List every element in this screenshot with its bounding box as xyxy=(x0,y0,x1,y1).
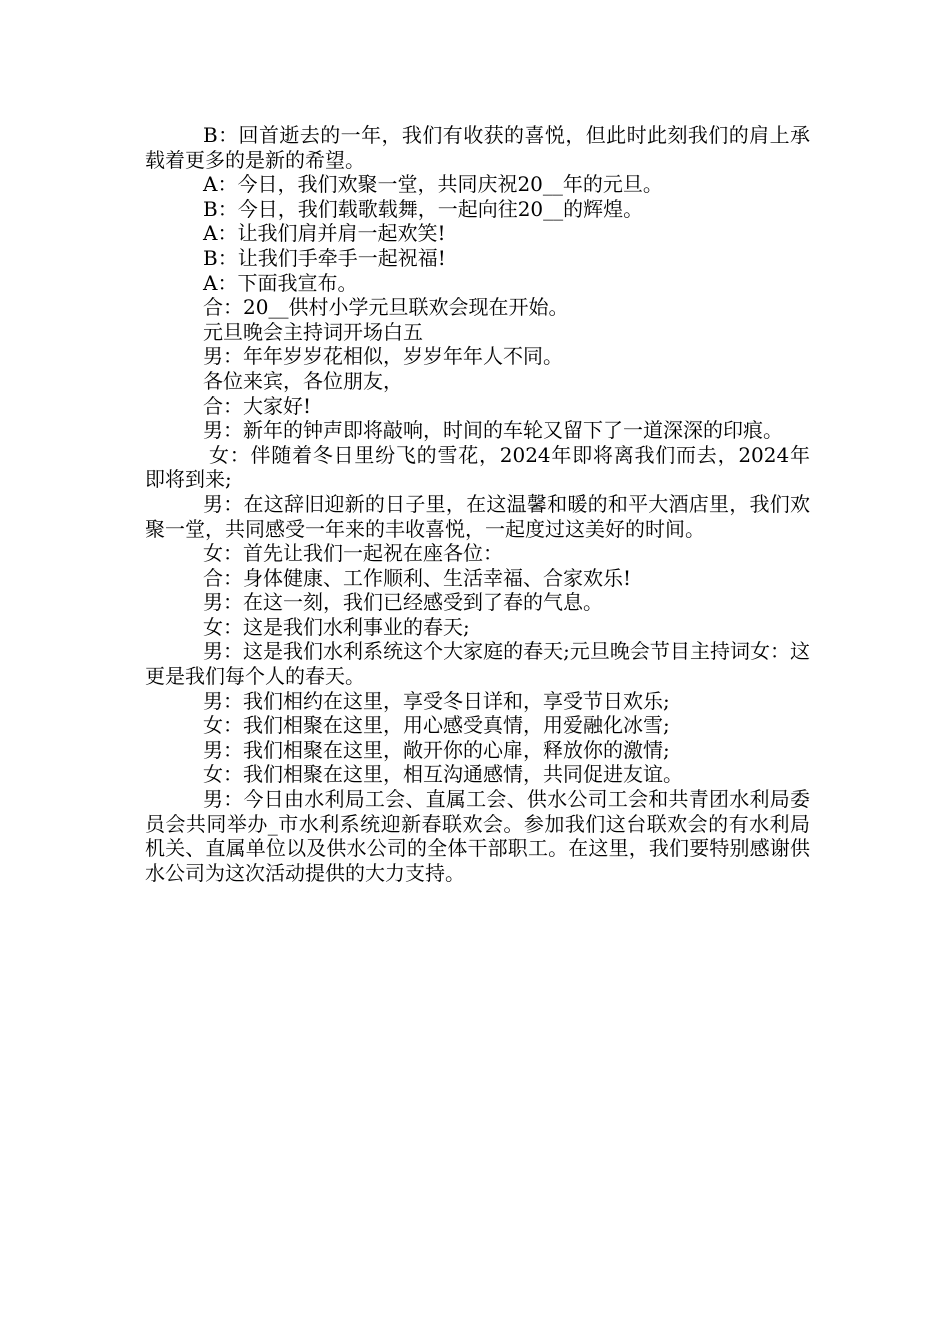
paragraph: 男：今日由水利局工会、直属工会、供水公司工会和共青团水利局委员会共同举办_市水利系统迎新春联欢会。参加我们这台联欢会的有水利局机关、直属单位以及供水公司的全体干部职工。在这里，我们要特别感谢供水公司为这次活动提供的大力支持。 xyxy=(145,787,810,885)
paragraph: A：今日，我们欢聚一堂，共同庆祝20__年的元旦。 xyxy=(203,172,663,197)
paragraph: 各位来宾，各位朋友， xyxy=(203,368,403,393)
paragraph: 男：年年岁岁花相似，岁岁年年人不同。 xyxy=(203,344,563,369)
paragraph: 合：大家好! xyxy=(203,393,312,418)
paragraph: B：让我们手牵手一起祝福! xyxy=(203,245,446,270)
paragraph: B：今日，我们载歌载舞，一起向往20__的辉煌。 xyxy=(203,196,644,221)
paragraph: 男：我们相聚在这里，敞开你的心扉，释放你的激情; xyxy=(203,737,670,762)
paragraph: 女：伴随着冬日里纷飞的雪花，2024年即将离我们而去，2024年即将到来; xyxy=(145,442,810,492)
paragraph: 男：我们相约在这里，享受冬日详和，享受节日欢乐; xyxy=(203,688,670,713)
section-heading: 元旦晚会主持词开场白五 xyxy=(203,319,423,344)
paragraph: 男：在这辞旧迎新的日子里，在这温馨和暖的和平大酒店里，我们欢聚一堂，共同感受一年来的丰收喜悦，一起度过这美好的时间。 xyxy=(145,491,810,541)
paragraph: 男：这是我们水利系统这个大家庭的春天;元旦晚会节目主持词女：这更是我们每个人的春天。 xyxy=(145,639,810,689)
paragraph: B：回首逝去的一年，我们有收获的喜悦，但此时此刻我们的肩上承载着更多的是新的希望。 xyxy=(145,123,810,172)
paragraph: 合：身体健康、工作顺利、生活幸福、合家欢乐! xyxy=(203,565,632,590)
paragraph: 男：在这一刻，我们已经感受到了春的气息。 xyxy=(203,590,603,615)
paragraph: A：让我们肩并肩一起欢笑! xyxy=(203,221,446,246)
document-body xyxy=(145,123,810,885)
paragraph: 女：我们相聚在这里，用心感受真情，用爱融化冰雪; xyxy=(203,713,670,738)
paragraph: A：下面我宣布。 xyxy=(203,270,358,295)
paragraph: 男：新年的钟声即将敲响，时间的车轮又留下了一道深深的印痕。 xyxy=(203,418,783,443)
paragraph: 女：首先让我们一起祝在座各位： xyxy=(203,541,503,566)
paragraph: 女：我们相聚在这里，相互沟通感情，共同促进友谊。 xyxy=(203,762,683,787)
paragraph: 女：这是我们水利事业的春天; xyxy=(203,614,470,639)
paragraph: 合：20__供村小学元旦联欢会现在开始。 xyxy=(203,295,569,320)
